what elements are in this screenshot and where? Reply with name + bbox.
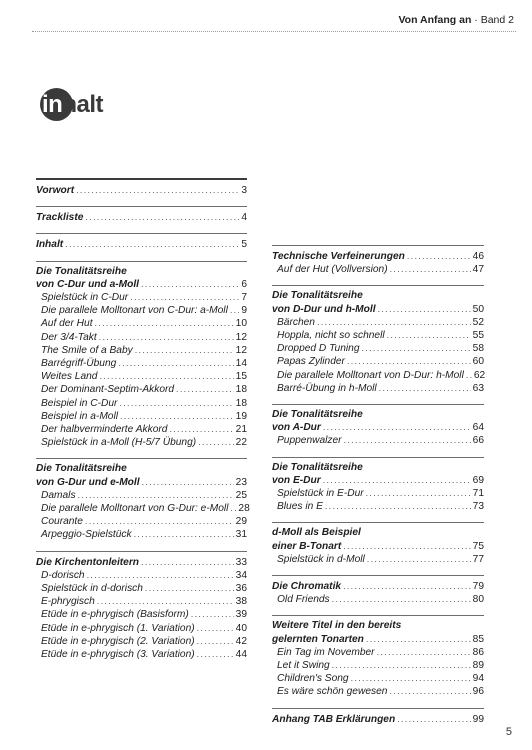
section-heading [272,527,484,539]
dot-leader [134,528,234,540]
toc-entry-page: 86 [472,646,484,658]
section-heading [36,463,247,475]
toc-entry-page: 99 [472,713,484,725]
toc-entry-page: 38 [235,596,247,608]
toc-entry[interactable] [36,278,247,291]
toc-entry-page: 42 [235,635,247,647]
dot-leader [407,250,471,262]
toc-entry-title: Spielstück in E-Dur [277,488,364,500]
toc-entry-title: von C-Dur und a-Moll [36,278,139,290]
toc-entry-page: 75 [472,540,484,552]
toc-section [272,575,484,606]
toc-entry[interactable] [272,329,484,342]
dot-leader [377,646,471,658]
toc-entry[interactable] [272,382,484,395]
toc-entry-title: einer B-Tonart [272,540,342,552]
toc-entry[interactable] [272,434,484,447]
toc-entry[interactable] [272,553,484,566]
toc-entry[interactable] [272,263,484,276]
dot-leader [230,304,239,316]
dot-leader [343,540,470,552]
toc-entry-page: 7 [241,292,247,304]
toc-entry-title: Beispiel in C-Dur [41,397,118,409]
toc-entry-title: gelernten Tonarten [272,633,364,645]
toc-entry[interactable] [36,515,247,528]
section-heading-text: d-Moll als Beispiel [272,527,361,539]
toc-entry[interactable] [36,238,247,251]
toc-entry-page: 40 [235,622,247,634]
toc-entry-page: 46 [472,251,484,262]
toc-entry[interactable] [36,595,247,608]
toc-entry-title: Spielstück in d-dorisch [41,583,143,595]
dot-leader [197,635,234,647]
toc-entry-title: Der 3/4-Takt [41,331,97,343]
dot-leader [99,331,234,343]
toc-entry-title: Courante [41,516,83,528]
dot-leader [198,436,234,448]
toc-entry[interactable] [272,474,484,487]
logo-suffix: halt [62,91,103,118]
toc-entry-page: 18 [235,384,247,396]
dot-leader [343,580,471,592]
section-heading-text: Die Tonalitätsreihe [36,265,127,277]
toc-entry[interactable] [272,580,484,593]
dot-leader [119,397,233,409]
toc-entry[interactable] [36,410,247,423]
page-number: 5 [505,726,512,738]
toc-entry-title: Etüde in e-phrygisch (Basisform) [41,609,189,621]
toc-entry-title: Anhang TAB Erklärungen [272,713,396,725]
toc-entry-page: 80 [472,594,484,606]
toc-entry-title: Children's Song [277,673,349,685]
toc-entry[interactable] [272,500,484,513]
toc-entry[interactable] [36,635,247,648]
dot-leader [347,355,471,367]
dot-leader [118,357,233,369]
dot-leader [85,211,239,223]
toc-entry-title: Puppenwalzer [277,435,342,447]
toc-entry-page: 34 [235,569,247,581]
dot-leader [142,476,234,488]
toc-section [36,233,247,251]
toc-entry[interactable] [272,487,484,500]
toc-entry-page: 39 [235,609,247,621]
toc-entry-title: Die parallele Molltonart von C-Dur: a-Moll [41,305,228,317]
toc-section [36,261,247,450]
toc-entry-page: 3 [241,185,247,196]
toc-entry[interactable] [36,397,247,410]
dot-leader [366,487,471,499]
toc-entry-title: Spielstück in C-Dur [41,292,129,304]
toc-entry[interactable] [36,476,247,489]
toc-entry-page: 64 [472,422,484,434]
toc-entry-title: Weites Land [41,371,98,383]
section-heading-text: Die Tonalitätsreihe [36,463,127,475]
toc-entry[interactable] [36,436,247,449]
dot-leader [332,593,471,605]
toc-entry-page: 19 [235,410,247,422]
toc-entry-title: Die parallele Molltonart von G-Dur: e-Moll [41,503,229,515]
toc-entry-title: Trackliste [36,212,84,224]
toc-entry-page: 5 [241,239,247,251]
toc-entry-title: Blues in E [277,501,323,513]
toc-entry-title: von G-Dur und e-Moll [36,476,140,488]
series-title: Von Anfang an [398,14,472,26]
dot-leader [332,659,471,671]
toc-entry-page: 79 [472,581,484,593]
toc-entry-title: Auf der Hut (Vollversion) [277,264,388,276]
toc-entry[interactable] [36,648,247,661]
toc-entry[interactable] [272,593,484,606]
toc-entry-page: 55 [472,330,484,342]
toc-section [272,404,484,448]
dot-leader [141,278,239,290]
toc-section [36,551,247,662]
toc-entry[interactable] [272,355,484,368]
toc-entry[interactable] [272,369,484,382]
toc-entry[interactable] [272,540,484,553]
dot-leader [362,342,471,354]
dot-leader [323,421,471,433]
toc-entry-title: Let it Swing [277,660,330,672]
toc-entry[interactable] [272,421,484,434]
toc-entry[interactable] [36,528,247,541]
toc-entry[interactable] [36,317,247,330]
toc-entry-page: 69 [472,474,484,486]
toc-entry-title: Ein Tag im November [277,646,375,658]
toc-entry-page: 96 [472,686,484,698]
toc-entry[interactable] [36,344,247,357]
toc-entry-page: 66 [472,435,484,447]
toc-entry[interactable] [272,316,484,329]
toc-entry-title: Der halbverminderte Akkord [41,424,168,436]
dot-leader [99,370,233,382]
toc-entry-title: Dropped D Tuning [277,343,360,355]
toc-entry[interactable] [272,672,484,685]
toc-entry-page: 71 [472,488,484,500]
toc-entry-page: 50 [472,303,484,315]
toc-entry-title: Beispiel in a-Moll [41,410,119,422]
dot-leader [344,434,471,446]
toc-entry-page: 52 [472,316,484,328]
toc-entry-page: 47 [472,264,484,276]
toc-entry[interactable] [36,370,247,383]
dot-leader [78,489,234,501]
toc-section [272,245,484,276]
toc-entry-page: 15 [235,371,247,383]
toc-entry[interactable] [272,646,484,659]
toc-entry-title: Papas Zylinder [277,356,345,368]
dot-leader [378,303,471,315]
toc-entry-page: 6 [241,278,247,290]
toc-entry[interactable] [36,331,247,344]
running-header [398,14,514,26]
header-rule [32,31,516,32]
toc-entry-page: 31 [235,529,247,541]
dot-leader [120,410,234,422]
toc-entry[interactable] [272,633,484,646]
toc-entry[interactable] [36,569,247,582]
toc-entry-page: 94 [472,673,484,685]
toc-entry-page: 9 [241,305,247,317]
section-heading-text: Weitere Titel in den bereits [272,620,402,632]
toc-entry-title: von E-Dur [272,474,321,486]
toc-entry-title: Hoppla, nicht so schnell [277,330,385,342]
dot-leader [387,329,471,341]
toc-entry[interactable] [272,303,484,316]
toc-entry-page: 14 [235,358,247,370]
toc-section [272,457,484,514]
toc-entry-title: Etüde in e-phrygisch (3. Variation) [41,649,195,661]
section-heading-text: Die Tonalitätsreihe [272,290,363,302]
toc-entry-page: 28 [238,503,250,515]
dot-leader [197,622,234,634]
toc-entry-title: Technische Verfeinerungen [272,251,405,262]
toc-entry[interactable] [36,489,247,502]
toc-entry[interactable] [36,291,247,304]
dot-leader [390,263,471,275]
dot-leader [466,369,472,381]
toc-entry-title: E-phrygisch [41,596,95,608]
toc-entry[interactable] [36,423,247,436]
toc-entry-page: 44 [235,649,247,661]
toc-section [272,522,484,566]
toc-section [36,178,247,197]
toc-entry-title: von D-Dur und h-Moll [272,303,376,315]
dot-leader [176,383,234,395]
toc-entry-page: 62 [473,369,486,381]
dot-leader [367,553,471,565]
inhalt-logo [40,88,103,122]
toc-entry-title: Vorwort [36,185,75,196]
toc-entry-page: 22 [235,437,247,449]
toc-section [272,285,484,395]
toc-section [36,206,247,224]
toc-entry-title: Damals [41,489,76,501]
section-heading-text: Die Tonalitätsreihe [272,409,363,421]
header-separator: · [474,14,481,26]
dot-leader [65,238,239,250]
toc-entry-title: Die Chromatik [272,581,342,593]
section-heading [272,620,484,632]
dot-leader [85,515,234,527]
toc-section [272,615,484,698]
dot-leader [95,317,234,329]
toc-entry-title: Etüde in e-phrygisch (1. Variation) [41,622,195,634]
toc-entry-page: 63 [472,382,484,394]
toc-column-left [36,178,250,670]
toc-entry-title: The Smile of a Baby [41,344,133,356]
toc-entry-page: 77 [472,553,484,565]
toc-entry[interactable] [272,659,484,672]
section-heading [272,462,484,474]
toc-entry-title: Inhalt [36,239,64,251]
section-heading [272,290,484,302]
toc-entry[interactable] [36,608,247,621]
toc-entry-title: Arpeggio-Spielstück [41,529,132,541]
toc-entry[interactable] [36,502,250,515]
toc-entry-page: 58 [472,343,484,355]
toc-entry[interactable] [36,622,247,635]
toc-section [36,458,250,541]
toc-entry[interactable] [36,383,247,396]
section-heading [36,266,247,278]
section-heading [272,409,484,421]
toc-entry[interactable] [272,342,484,355]
toc-entry-title: Der Dominant-Septim-Akkord [41,384,175,396]
toc-entry-title: Etüde in e-phrygisch (2. Variation) [41,635,195,647]
dot-leader [317,316,471,328]
dot-leader [141,556,234,568]
toc-entry[interactable] [272,250,484,263]
toc-entry[interactable] [36,184,247,197]
toc-entry[interactable] [36,556,247,569]
dot-leader [351,672,471,684]
toc-entry-title: Barrégriff-Übung [41,358,117,370]
toc-entry-page: 12 [235,331,247,343]
toc-entry-title: Barré-Übung in h-Moll [277,382,377,394]
toc-entry-page: 25 [235,489,247,501]
dot-leader [87,569,234,581]
toc-entry-title: D-dorisch [41,569,85,581]
dot-leader [379,382,471,394]
logo-prefix: in [42,91,63,118]
toc-entry-page: 21 [235,424,247,436]
toc-entry-page: 36 [235,583,247,595]
dot-leader [197,648,234,660]
dot-leader [389,685,470,697]
toc-entry-title: Spielstück in a-Moll (H-5/7 Übung) [41,437,197,449]
toc-entry[interactable] [272,713,484,726]
dot-leader [366,633,471,645]
toc-entry-page: 29 [235,516,247,528]
toc-entry[interactable] [36,357,247,370]
logo-word [40,91,103,119]
toc-entry-title: Die parallele Molltonart von D-Dur: h-Moll [277,369,464,381]
toc-entry-title: Auf der Hut [41,318,93,330]
toc-entry-page: 33 [235,556,247,568]
dot-leader [191,608,234,620]
band-label: Band 2 [480,14,514,26]
dot-leader [130,291,239,303]
toc-entry-title: von A-Dur [272,422,321,434]
toc-entry-title: Old Friends [277,594,330,606]
toc-entry-page: 23 [235,476,247,488]
dot-leader [169,423,233,435]
dot-leader [76,184,239,196]
toc-entry-page: 12 [235,344,247,356]
dot-leader [397,713,470,725]
toc-entry-page: 18 [235,397,247,409]
dot-leader [230,502,236,514]
toc-entry-page: 89 [472,660,484,672]
toc-column-right [272,245,484,735]
toc-entry[interactable] [36,582,247,595]
toc-entry[interactable] [36,211,247,224]
toc-entry-page: 60 [472,356,484,368]
dot-leader [135,344,234,356]
toc-entry-title: Spielstück in d-Moll [277,553,365,565]
dot-leader [145,582,234,594]
dot-leader [323,474,471,486]
toc-entry-title: Bärchen [277,316,315,328]
toc-entry-title: Es wäre schön gewesen [277,686,388,698]
toc-entry-title: Die Kirchentonleitern [36,556,140,568]
toc-entry-page: 10 [235,318,247,330]
toc-entry-page: 85 [472,633,484,645]
toc-entry-page: 4 [241,212,247,224]
section-heading-text: Die Tonalitätsreihe [272,461,363,473]
toc-entry[interactable] [272,685,484,698]
toc-section [272,708,484,726]
toc-entry[interactable] [36,304,247,317]
toc-entry-page: 73 [472,501,484,513]
dot-leader [325,500,471,512]
dot-leader [97,595,234,607]
